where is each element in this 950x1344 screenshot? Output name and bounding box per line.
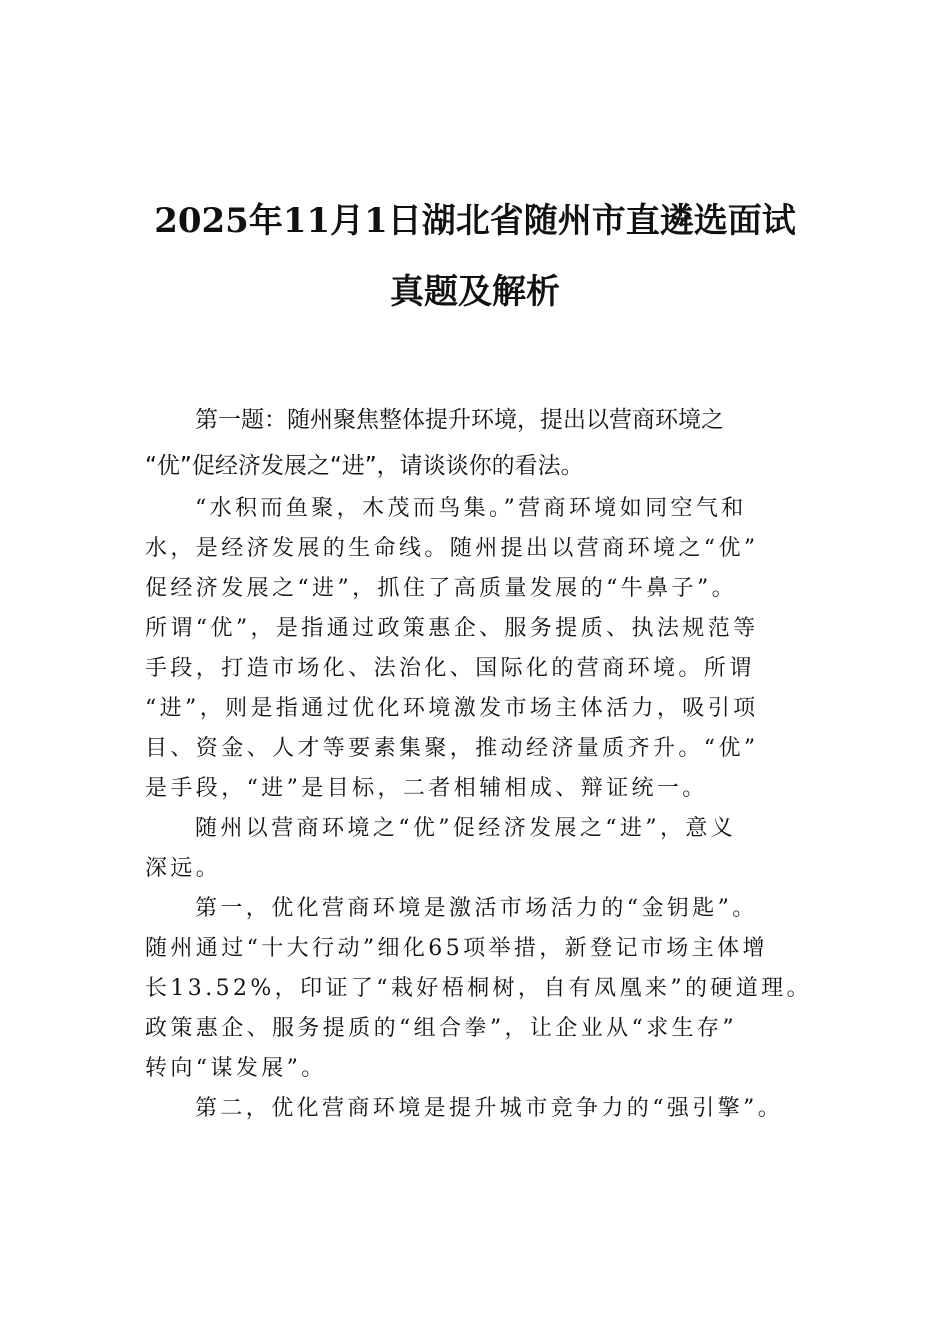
- body-line: 随州通过“十大行动”细化65项举措，新登记市场主体增: [145, 936, 768, 961]
- body-line: 水，是经济发展的生命线。随州提出以营商环境之“优”: [145, 536, 759, 561]
- question-heading-line-2: “优”促经济发展之“进”，请谈谈你的看法。: [145, 453, 584, 479]
- question-heading-line-1: 第一题：随州聚焦整体提升环境，提出以营商环境之: [195, 407, 724, 433]
- document-title-line-1: 2025年11月1日湖北省随州市直遴选面试: [154, 201, 796, 241]
- body-line: 深远。: [145, 856, 222, 881]
- body-line: “水积而鱼聚，木茂而鸟集。”营商环境如同空气和: [195, 496, 747, 521]
- body-line: 转向“谋发展”。: [145, 1056, 327, 1081]
- body-line: 第二，优化营商环境是提升城市竞争力的“强引擎”。: [195, 1096, 784, 1121]
- body-line: 手段，打造市场化、法治化、国际化的营商环境。所谓: [145, 656, 755, 681]
- document-title-line-2: 真题及解析: [390, 272, 560, 312]
- body-line: 政策惠企、服务提质的“组合拳”，让企业从“求生存”: [145, 1016, 737, 1041]
- body-line: 所谓“优”，是指通过政策惠企、服务提质、执法规范等: [145, 616, 759, 641]
- body-line: 是手段，“进”是目标，二者相辅相成、辩证统一。: [145, 776, 708, 801]
- body-line: 第一，优化营商环境是激活市场活力的“金钥匙”。: [195, 896, 758, 921]
- body-line: 目、资金、人才等要素集聚，推动经济量质齐升。“优”: [145, 736, 759, 761]
- body-line: 长13.52%，印证了“栽好梧桐树，自有凤凰来”的硬道理。: [145, 976, 812, 1001]
- body-line: “进”，则是指通过优化环境激发市场主体活力，吸引项: [145, 696, 759, 721]
- body-line: 随州以营商环境之“优”促经济发展之“进”，意义: [195, 816, 737, 841]
- body-line: 促经济发展之“进”，抓住了高质量发展的“牛鼻子”。: [145, 576, 737, 601]
